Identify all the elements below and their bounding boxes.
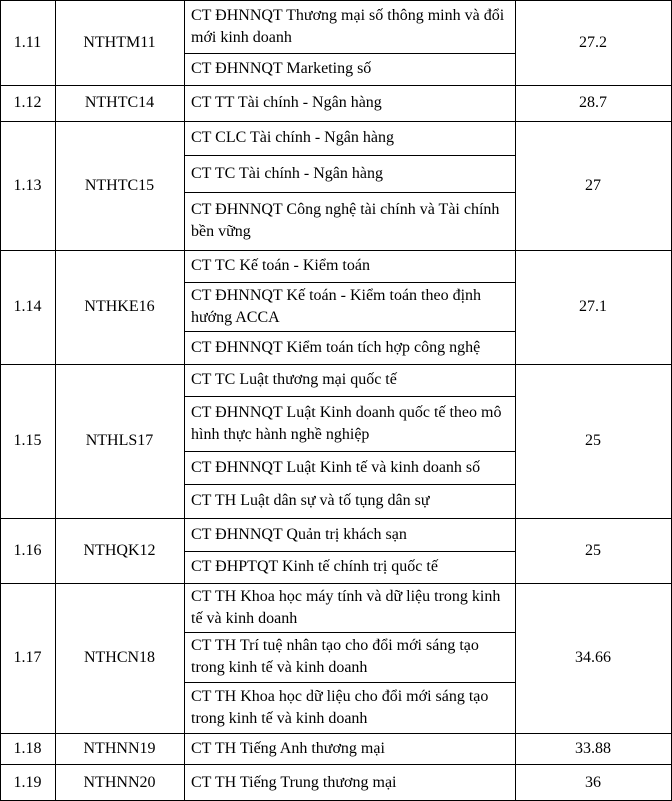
- program-name: CT ĐHNNQT Luật Kinh tế và kinh doanh số: [191, 458, 481, 476]
- row-border: [0, 364, 672, 365]
- row-number: 1.18: [13, 739, 42, 757]
- sub-row-border: [184, 331, 515, 332]
- row-number: 1.15: [13, 432, 42, 449]
- program-name: CT TT Tài chính - Ngân hàng: [191, 94, 382, 111]
- row-border: [0, 583, 672, 584]
- row-border: [0, 733, 672, 734]
- sub-row-border: [184, 484, 515, 485]
- program-name: CT ĐHNNQT Quản trị khách sạn: [191, 525, 407, 543]
- program-name: CT TH Tiếng Anh thương mại: [191, 739, 385, 757]
- sub-row-border: [184, 282, 515, 283]
- row-number: 1.12: [13, 94, 42, 111]
- sub-row-border: [184, 451, 515, 452]
- program-name: CT TH Khoa học dữ liệu cho đổi mới sáng tạo trong kinh tế và kinh doanh: [191, 687, 489, 727]
- admission-score: 27.1: [579, 298, 607, 315]
- row-number: 1.19: [13, 773, 42, 791]
- program-name: CT ĐHNNQT Marketing số: [191, 60, 372, 77]
- sub-row-border: [184, 551, 515, 552]
- program-code: NTHLS17: [85, 432, 154, 449]
- admission-score: 25: [585, 541, 601, 559]
- program-code: NTHCN18: [83, 649, 156, 666]
- admission-score: 27: [585, 176, 601, 194]
- program-code: NTHTC15: [84, 176, 155, 194]
- program-name: CT ĐHNNQT Thương mại số thông minh và đổi mới kinh doanh: [191, 6, 505, 46]
- admission-score: 27.2: [579, 33, 607, 51]
- program-code: NTHNN20: [83, 773, 156, 791]
- sub-row-border: [184, 632, 515, 633]
- row-border: [0, 250, 672, 251]
- admission-score: 33.88: [575, 739, 611, 757]
- program-code: NTHTC14: [84, 94, 155, 111]
- program-name: CT TC Kế toán - Kiểm toán: [191, 257, 370, 274]
- program-name: CT CLC Tài chính - Ngân hàng: [191, 129, 394, 146]
- row-number: 1.13: [13, 176, 42, 194]
- program-code: NTHQK12: [83, 541, 156, 559]
- program-name: CT TH Tiếng Trung thương mại: [191, 773, 397, 791]
- sub-row-border: [184, 682, 515, 683]
- row-border: [0, 0, 672, 1]
- program-name: CT TC Luật thương mại quốc tế: [191, 371, 397, 388]
- program-name: CT TC Tài chính - Ngân hàng: [191, 164, 383, 182]
- admission-score: 25: [585, 432, 601, 449]
- program-name: CT ĐHNNQT Kiểm toán tích hợp công nghệ: [191, 338, 481, 356]
- row-border: [0, 121, 672, 122]
- sub-row-border: [184, 155, 515, 156]
- row-border: [0, 85, 672, 86]
- program-name: CT ĐHPTQT Kinh tế chính trị quốc tế: [191, 558, 438, 575]
- program-code: NTHKE16: [84, 298, 155, 315]
- row-number: 1.14: [13, 298, 42, 315]
- program-code: NTHNN19: [83, 739, 156, 757]
- program-code: NTHTM11: [83, 33, 156, 51]
- row-number: 1.11: [13, 33, 42, 51]
- row-border: [0, 764, 672, 765]
- program-name: CT TH Luật dân sự và tố tụng dân sự: [191, 492, 430, 509]
- program-name: CT ĐHNNQT Kế toán - Kiểm toán theo định hướng ACCA: [191, 286, 482, 326]
- admission-score: 28.7: [579, 94, 607, 111]
- program-name: CT ĐHNNQT Luật Kinh doanh quốc tế theo mô hình thực hành nghề nghiệp: [191, 403, 502, 443]
- sub-row-border: [184, 192, 515, 193]
- sub-row-border: [184, 396, 515, 397]
- program-name: CT ĐHNNQT Công nghệ tài chính và Tài chính bền vững: [191, 201, 500, 240]
- admission-score: 34.66: [575, 649, 611, 666]
- row-border: [0, 518, 672, 519]
- program-name: CT TH Khoa học máy tính và dữ liệu trong kinh tế và kinh doanh: [191, 587, 501, 627]
- sub-row-border: [184, 53, 515, 54]
- program-name: CT TH Trí tuệ nhân tạo cho đổi mới sáng tạo trong kinh tế và kinh doanh: [191, 637, 479, 676]
- admission-score: 36: [585, 773, 601, 791]
- row-number: 1.17: [13, 649, 42, 666]
- row-number: 1.16: [13, 541, 42, 559]
